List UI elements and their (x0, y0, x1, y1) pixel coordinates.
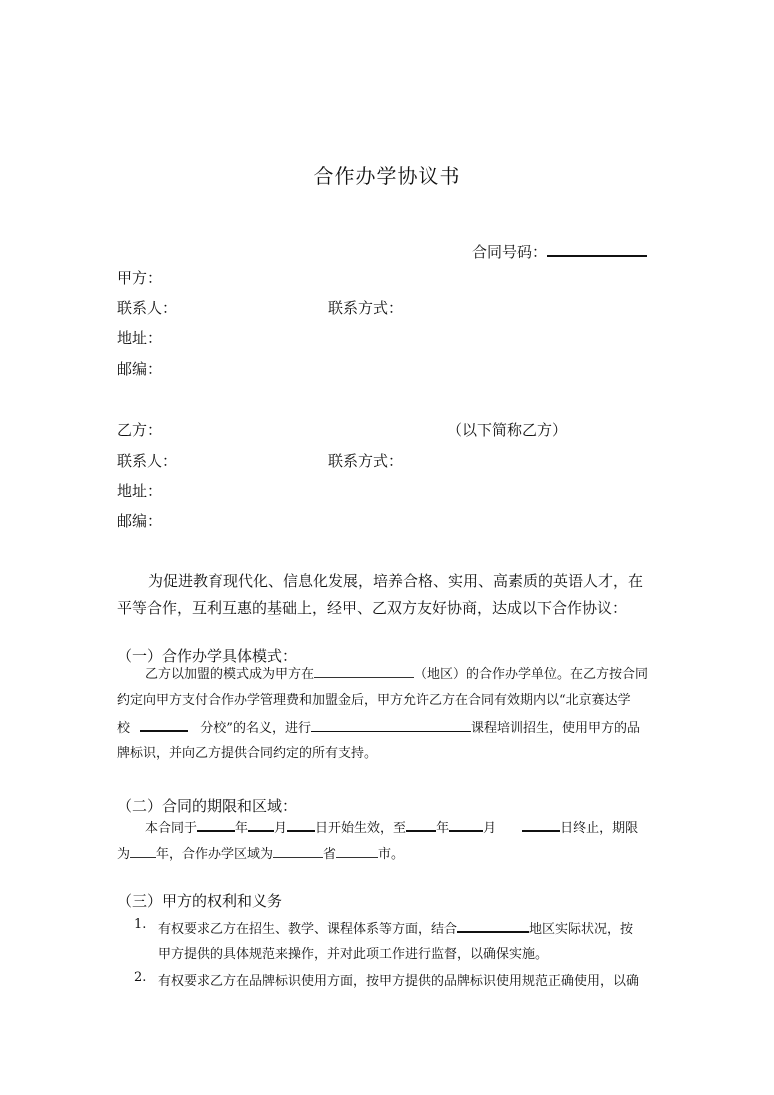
section-1-line-1-text-a: 乙方以加盟的模式成为甲方在 (145, 667, 315, 682)
term-label: 为 (117, 847, 131, 862)
preamble-line-2: 平等合作，互利互惠的基础上，经甲、乙双方友好协商，达成以下合作协议： (117, 599, 628, 617)
party-b-postcode-label: 邮编： (117, 512, 163, 530)
item-1-region-blank (457, 917, 529, 933)
section-1-line-3-text-c: 课程培训招生，使用甲方的品 (470, 721, 640, 736)
end-year-label: 年 (436, 821, 450, 836)
party-b-contact-method-label: 联系方式： (328, 452, 404, 470)
section-1-line-2: 约定向甲方支付合作办学管理费和加盟金后，甲方允许乙方在合同有效期内以“北京赛达学 (117, 693, 631, 708)
city-blank (336, 843, 378, 858)
section-1-heading: （一）合作办学具体模式： (117, 647, 298, 665)
section-3-heading: （三）甲方的权利和义务 (117, 892, 283, 910)
contract-number-row (472, 241, 647, 262)
course-blank (311, 717, 471, 732)
city-label: 市。 (378, 847, 405, 862)
start-month-label: 月 (274, 821, 288, 836)
end-day-blank (522, 816, 560, 832)
branch-name-blank (140, 716, 188, 732)
contract-number-label: 合同号码： (472, 243, 548, 261)
start-month-blank (248, 816, 274, 832)
section-2-line-1 (117, 816, 685, 842)
end-day-label: 日终止，期限 (560, 821, 639, 836)
section-3-item-1-line-2: 甲方提供的具体规范来操作，并对此项工作进行监督，以确保实施。 (158, 947, 549, 962)
section-1-line-3-text-b: 分校”的名义，进行 (200, 721, 311, 736)
region-blank (314, 663, 414, 678)
item-1-text-a: 有权要求乙方在招生、教学、课程体系等方面，结合 (158, 922, 458, 937)
document-title: 合作办学协议书 (313, 164, 461, 188)
start-year-blank (197, 816, 235, 832)
term-years-blank (130, 843, 156, 858)
area-label: 年，合作办学区域为 (156, 847, 274, 862)
section-1-line-1-text-b: （地区）的合作办学单位。在乙方按合同 (414, 667, 649, 682)
party-b-address-label: 地址： (117, 482, 163, 500)
party-a-contact-method-label: 联系方式： (328, 299, 404, 317)
section-2-line-2 (117, 842, 657, 868)
item-1-text-b: 地区实际状况，按 (529, 922, 634, 937)
end-year-blank (406, 816, 436, 832)
section-3-item-1-line-1 (158, 917, 633, 937)
section-2-start-label: 本合同于 (145, 821, 198, 836)
start-year-label: 年 (235, 821, 249, 836)
end-month-blank (449, 816, 483, 832)
start-day-label: 日开始生效，至 (315, 821, 407, 836)
section-2-heading: （二）合同的期限和区域： (117, 797, 298, 815)
section-3-item-1-number: 1. (134, 917, 147, 932)
party-a-postcode-label: 邮编： (117, 360, 163, 378)
start-day-blank (287, 816, 315, 832)
party-a-label: 甲方： (117, 269, 163, 287)
preamble-line-1: 为促进教育现代化、信息化发展，培养合格、实用、高素质的英语人才，在 (148, 572, 644, 590)
section-1-line-3 (117, 716, 657, 742)
party-a-contact-label: 联系人： (117, 299, 178, 317)
section-1-line-3-text-a: 校 (117, 721, 131, 736)
province-blank (273, 843, 323, 858)
province-label: 省 (323, 847, 337, 862)
party-b-label: 乙方： (117, 421, 163, 439)
section-1-line-1 (117, 662, 685, 688)
section-3-item-2-number: 2. (134, 970, 147, 985)
party-b-abbr-note: （以下简称乙方） (447, 421, 568, 439)
section-1-line-4: 牌标识，并向乙方提供合同约定的所有支持。 (117, 746, 378, 761)
party-b-contact-label: 联系人： (117, 452, 178, 470)
party-a-address-label: 地址： (117, 329, 163, 347)
end-month-label: 月 (483, 821, 497, 836)
contract-number-blank (547, 241, 647, 257)
section-3-item-2-line-1: 有权要求乙方在品牌标识使用方面，按甲方提供的品牌标识使用规范正确使用，以确 (158, 974, 640, 989)
